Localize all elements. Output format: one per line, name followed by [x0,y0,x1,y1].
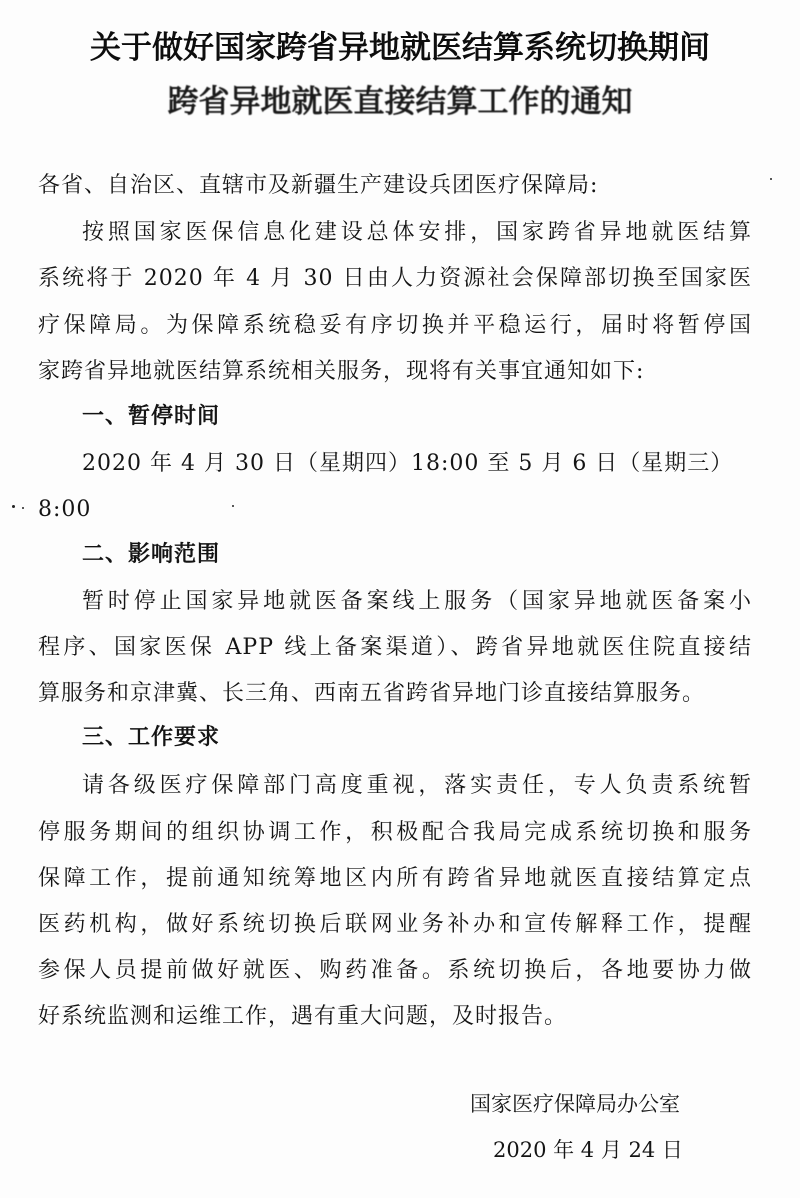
intro-line-3: 疗保障局。为保障系统稳妥有序切换并平稳运行，届时将暂停国 [38,313,752,338]
section-2-heading: 二、影响范围 [82,542,221,567]
intro-line-4: 家跨省异地就医结算系统相关服务，现将有关事宜通知如下: [38,359,645,384]
section-3-line-3: 保障工作，提前通知统筹地区内所有跨省异地就医直接结算定点 [38,866,752,891]
intro-line-2: 系统将于 2020 年 4 月 30 日由人力资源社会保障部切换至国家医 [38,266,752,291]
section-2-line-2: 程序、国家医保 APP 线上备案渠道）、跨省异地就医住院直接结 [38,635,752,660]
section-2-line-3: 算服务和京津冀、长三角、西南五省跨省异地门诊直接结算服务。 [38,681,706,706]
section-3-line-2: 停服务期间的组织协调工作，积极配合我局完成系统切换和服务 [38,820,752,845]
section-3-line-1: 请各级医疗保障部门高度重视，落实责任，专人负责系统暂 [82,773,752,798]
section-2-line-1: 暂时停止国家异地就医备案线上服务（国家异地就医备案小 [82,589,752,614]
scan-speck [12,505,15,508]
section-1-heading: 一、暂停时间 [82,404,221,429]
section-3-line-4: 医药机构，做好系统切换后联网业务补办和宣传解释工作，提醒 [38,912,752,937]
section-3-heading: 三、工作要求 [82,725,221,750]
signature-office: 国家医疗保障局办公室 [470,1092,680,1116]
title-line-1: 关于做好国家跨省异地就医结算系统切换期间 [90,30,710,66]
section-3-line-5: 参保人员提前做好就医、购药准备。系统切换后，各地要协力做 [38,958,752,983]
section-3-line-6: 好系统监测和运维工作，遇有重大问题，及时报告。 [38,1004,568,1029]
intro-line-1: 按照国家医保信息化建设总体安排，国家跨省异地就医结算 [82,220,752,245]
scan-speck [232,505,234,507]
section-1-line-2: 8:00 [38,497,92,522]
title-line-2: 跨省异地就医直接结算工作的通知 [167,84,633,120]
scan-speck [22,507,24,509]
section-1-line-1: 2020 年 4 月 30 日（星期四）18:00 至 5 月 6 日（星期三） [82,451,734,476]
salutation: 各省、自治区、直辖市及新疆生产建设兵团医疗保障局: [38,173,599,198]
signature-date: 2020 年 4 月 24 日 [493,1138,683,1162]
scan-speck [770,178,772,180]
